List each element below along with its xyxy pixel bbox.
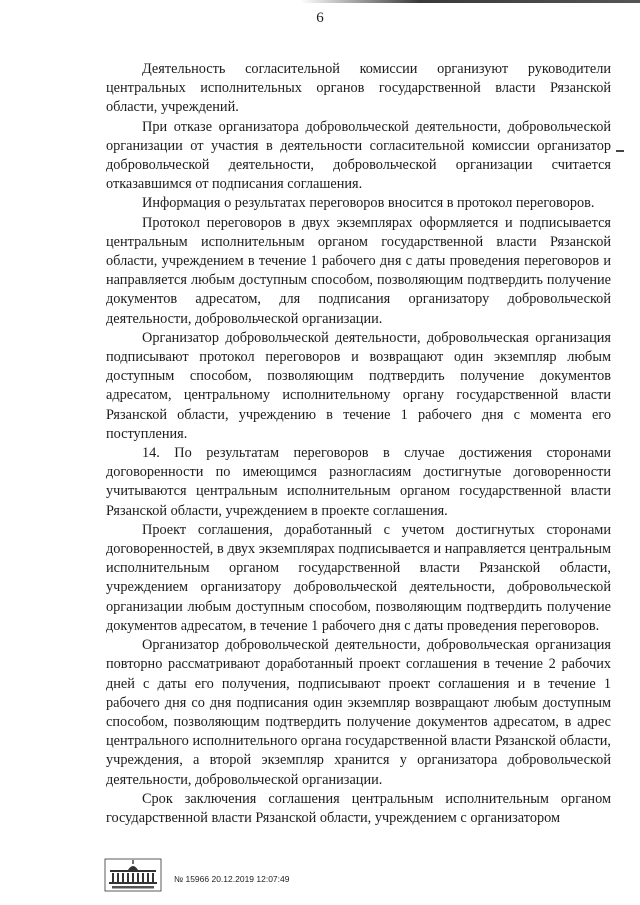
paragraph-protocol-signing: Организатор добровольческой деятельности, добровольческая организация подписывают протокол переговоров и возвращают один экземпляр любым доступным способом, позволяющим подтвердить получение документов адресатом, центральному исполнительному органу государственной власти Рязанской области, учреждению в течение 1 рабочего дня с момента его поступления.	[106, 329, 611, 442]
paragraph-draft-agreement: Проект соглашения, доработанный с учетом достигнутых сторонами договоренностей, в двух экземплярах подписывается и направляется центральным исполнительным органом государственной власти Рязанской области, учреждением организатору добровольческой деятельности, добровольческой организации любым доступным способом, позволяющим подтвердить получение документов адресатом, в течение 1 рабочего дня с даты проведения переговоров.	[106, 521, 611, 634]
paragraph-review: Организатор добровольческой деятельности, добровольческая организация повторно рассматривают доработанный проект соглашения в течение 2 рабочих дней с даты его получения, подписывают проект соглашения и в течение 1 рабочего дня со дня подписания один экземпляр возвращают любым доступным способом, позволяющим подтвердить получение документов адресатом, в адрес центрального исполнительного органа государственной власти Рязанской области, учреждения, а второй экземпляр хранится у организатора добровольческой деятельности, добровольческой организации.	[106, 637, 611, 788]
paragraph-protocol: Протокол переговоров в двух экземплярах оформляется и подписывается центральным исполнительным органом государственной власти Рязанской области, учреждением в течение 1 рабочего дня с даты проведения переговоров и направляется любым доступным способом, позволяющим подтвердить получение документов адресатом, для подписания организатору добровольческой деятельности, добровольческой организации.	[106, 214, 611, 327]
paragraph-negotiation-info: Информация о результатах переговоров вносится в протокол переговоров.	[142, 195, 595, 212]
page-number: 6	[316, 10, 324, 26]
paragraph-term: Срок заключения соглашения центральным исполнительным органом государственной власти Рязанской области, учреждением с организатором	[106, 790, 611, 826]
margin-mark	[616, 150, 624, 152]
document-footer	[104, 858, 524, 894]
document-registration-stamp: № 15966 20.12.2019 12:07:49	[174, 874, 290, 884]
government-building-seal-icon	[104, 858, 162, 892]
paragraph-refusal: При отказе организатора добровольческой деятельности, добровольческой организации от участия в деятельности согласительной комиссии организатор добровольческой деятельности, добровольческой организации считается отказавшимся от подписания соглашения.	[106, 118, 611, 193]
paragraph-commission-organizers: Деятельность согласительной комиссии организуют руководители центральных исполнительных органов государственной власти Рязанской области, учреждений.	[106, 61, 611, 116]
paragraph-item-14: 14. По результатам переговоров в случае достижения сторонами договоренности по имеющимся разногласиям достигнутые договоренности учитываются центральным исполнительным органом государственной власти Рязанской области, учреждением в проекте соглашения.	[106, 445, 611, 519]
scan-top-edge	[300, 0, 640, 3]
document-body	[106, 60, 611, 828]
